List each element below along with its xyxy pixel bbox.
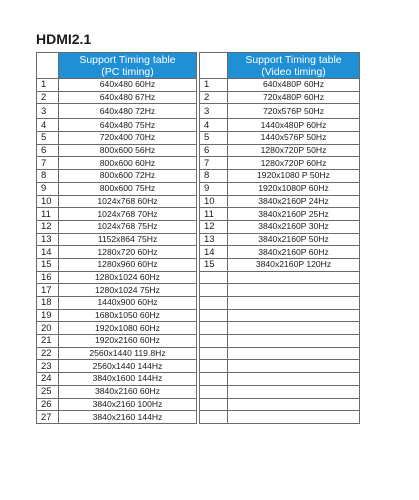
video-row-timing	[228, 398, 360, 411]
video-row-number: 9	[200, 182, 228, 195]
video-table-row	[200, 258, 360, 271]
video-row-timing	[228, 335, 360, 348]
pc-table-row	[37, 79, 197, 92]
video-number-column-header	[200, 53, 228, 79]
pc-row-number: 7	[37, 157, 59, 170]
video-table-row	[200, 104, 360, 119]
pc-row-timing: 2560x1440 119.8Hz	[59, 347, 197, 360]
pc-table-row	[37, 170, 197, 183]
video-table-row	[200, 398, 360, 411]
pc-row-timing: 1024x768 75Hz	[59, 220, 197, 233]
video-table-row	[200, 385, 360, 398]
pc-table-row	[37, 220, 197, 233]
video-table-row	[200, 309, 360, 322]
pc-table-body	[37, 79, 197, 424]
video-table-row	[200, 208, 360, 221]
pc-header-title: Support Timing table	[79, 53, 176, 66]
video-table-row	[200, 119, 360, 132]
video-table-row	[200, 322, 360, 335]
pc-table-row	[37, 119, 197, 132]
video-row-number: 6	[200, 144, 228, 157]
video-row-timing: 720x480P 60Hz	[228, 91, 360, 104]
video-row-number: 2	[200, 91, 228, 104]
video-row-number	[200, 297, 228, 310]
pc-row-timing: 3840x1600 144Hz	[59, 373, 197, 386]
video-row-timing	[228, 297, 360, 310]
video-row-number	[200, 309, 228, 322]
video-row-timing: 640x480P 60Hz	[228, 79, 360, 92]
pc-table-row	[37, 157, 197, 170]
video-row-timing	[228, 411, 360, 424]
pc-table-row	[37, 104, 197, 119]
video-row-number: 11	[200, 208, 228, 221]
pc-row-number: 18	[37, 297, 59, 310]
video-row-number: 15	[200, 258, 228, 271]
pc-row-timing: 1024x768 60Hz	[59, 195, 197, 208]
page-heading: HDMI2.1	[36, 31, 92, 47]
pc-row-number: 22	[37, 347, 59, 360]
video-row-number	[200, 411, 228, 424]
pc-row-number: 24	[37, 373, 59, 386]
video-row-timing: 1280x720P 60Hz	[228, 157, 360, 170]
video-row-number	[200, 347, 228, 360]
video-table-row	[200, 233, 360, 246]
video-table-row	[200, 335, 360, 348]
pc-table-row	[37, 91, 197, 104]
pc-row-number: 10	[37, 195, 59, 208]
pc-row-timing: 720x400 70Hz	[59, 132, 197, 145]
pc-row-number: 9	[37, 182, 59, 195]
video-row-number	[200, 385, 228, 398]
pc-row-timing: 3840x2160 100Hz	[59, 398, 197, 411]
video-row-timing: 1440x576P 50Hz	[228, 132, 360, 145]
pc-row-number: 26	[37, 398, 59, 411]
pc-table-row	[37, 182, 197, 195]
pc-header-subtitle: (PC timing)	[101, 65, 154, 78]
video-timing-table	[199, 52, 360, 424]
pc-timing-table	[36, 52, 197, 424]
pc-table-row	[37, 411, 197, 424]
pc-table-row	[37, 297, 197, 310]
pc-row-timing: 640x480 60Hz	[59, 79, 197, 92]
pc-row-number: 20	[37, 322, 59, 335]
pc-table-row	[37, 132, 197, 145]
video-table-row	[200, 182, 360, 195]
pc-row-timing: 1440x900 60Hz	[59, 297, 197, 310]
pc-row-timing: 2560x1440 144Hz	[59, 360, 197, 373]
video-row-timing: 3840x2160P 25Hz	[228, 208, 360, 221]
pc-row-timing: 800x600 60Hz	[59, 157, 197, 170]
pc-table-row	[37, 347, 197, 360]
video-row-number: 3	[200, 104, 228, 119]
video-table-row	[200, 170, 360, 183]
pc-row-timing: 800x600 75Hz	[59, 182, 197, 195]
pc-table-row	[37, 195, 197, 208]
video-row-timing	[228, 322, 360, 335]
pc-row-timing: 3840x2160 144Hz	[59, 411, 197, 424]
pc-row-timing: 640x480 72Hz	[59, 104, 197, 119]
video-row-number: 10	[200, 195, 228, 208]
video-row-number	[200, 322, 228, 335]
video-table-row	[200, 284, 360, 297]
video-row-timing: 3840x2160P 24Hz	[228, 195, 360, 208]
video-row-number	[200, 335, 228, 348]
video-row-number	[200, 398, 228, 411]
video-row-timing	[228, 360, 360, 373]
pc-row-number: 16	[37, 271, 59, 284]
video-row-number	[200, 360, 228, 373]
pc-row-timing: 1024x768 70Hz	[59, 208, 197, 221]
video-row-timing: 1920x1080 P 50Hz	[228, 170, 360, 183]
video-table-row	[200, 220, 360, 233]
pc-table-row	[37, 322, 197, 335]
pc-row-number: 11	[37, 208, 59, 221]
pc-table-row	[37, 284, 197, 297]
video-row-number: 7	[200, 157, 228, 170]
pc-row-timing: 640x480 75Hz	[59, 119, 197, 132]
pc-table-row	[37, 271, 197, 284]
video-row-number: 12	[200, 220, 228, 233]
pc-table-row	[37, 373, 197, 386]
pc-row-number: 15	[37, 258, 59, 271]
pc-row-number: 13	[37, 233, 59, 246]
video-table-row	[200, 246, 360, 259]
video-table-row	[200, 411, 360, 424]
pc-row-timing: 800x600 56Hz	[59, 144, 197, 157]
pc-row-number: 5	[37, 132, 59, 145]
pc-table-row	[37, 309, 197, 322]
pc-table-row	[37, 398, 197, 411]
video-table-row	[200, 144, 360, 157]
pc-row-number: 12	[37, 220, 59, 233]
pc-row-number: 23	[37, 360, 59, 373]
video-table-row	[200, 157, 360, 170]
video-row-number	[200, 284, 228, 297]
pc-row-number: 3	[37, 104, 59, 119]
video-table-row	[200, 297, 360, 310]
pc-row-timing: 1280x1024 75Hz	[59, 284, 197, 297]
video-table-row	[200, 271, 360, 284]
video-table-row	[200, 195, 360, 208]
pc-table-row	[37, 258, 197, 271]
pc-row-number: 14	[37, 246, 59, 259]
pc-table-row	[37, 144, 197, 157]
video-row-timing: 3840x2160P 60Hz	[228, 246, 360, 259]
video-table-row	[200, 347, 360, 360]
video-table-row	[200, 132, 360, 145]
video-row-timing	[228, 385, 360, 398]
video-row-number	[200, 373, 228, 386]
pc-table-row	[37, 233, 197, 246]
pc-row-number: 21	[37, 335, 59, 348]
video-row-timing	[228, 309, 360, 322]
pc-row-number: 1	[37, 79, 59, 92]
pc-row-timing: 1680x1050 60Hz	[59, 309, 197, 322]
video-row-timing	[228, 347, 360, 360]
pc-table-row	[37, 385, 197, 398]
video-row-number: 8	[200, 170, 228, 183]
video-row-timing: 720x576P 50Hz	[228, 104, 360, 119]
video-header-title: Support Timing table	[245, 53, 342, 66]
pc-row-number: 8	[37, 170, 59, 183]
video-table-row	[200, 373, 360, 386]
video-table-body	[200, 79, 360, 424]
pc-timing-column-header	[59, 53, 197, 79]
video-row-number: 1	[200, 79, 228, 92]
pc-table-row	[37, 335, 197, 348]
video-row-timing: 1920x1080P 60Hz	[228, 182, 360, 195]
video-table-row	[200, 79, 360, 92]
video-timing-column-header	[228, 53, 360, 79]
pc-row-timing: 1280x720 60Hz	[59, 246, 197, 259]
video-row-timing: 3840x2160P 30Hz	[228, 220, 360, 233]
video-table-row	[200, 360, 360, 373]
pc-row-timing: 1152x864 75Hz	[59, 233, 197, 246]
pc-row-timing: 640x480 67Hz	[59, 91, 197, 104]
pc-row-number: 6	[37, 144, 59, 157]
video-row-number: 4	[200, 119, 228, 132]
pc-row-timing: 1280x1024 60Hz	[59, 271, 197, 284]
pc-row-number: 19	[37, 309, 59, 322]
video-row-timing	[228, 373, 360, 386]
pc-row-number: 4	[37, 119, 59, 132]
video-row-timing: 3840x2160P 50Hz	[228, 233, 360, 246]
video-row-timing: 3840x2160P 120Hz	[228, 258, 360, 271]
pc-row-timing: 800x600 72Hz	[59, 170, 197, 183]
video-table-row	[200, 91, 360, 104]
video-row-timing	[228, 284, 360, 297]
pc-table-row	[37, 246, 197, 259]
pc-row-number: 27	[37, 411, 59, 424]
pc-table-row	[37, 360, 197, 373]
pc-row-number: 17	[37, 284, 59, 297]
pc-row-timing: 3840x2160 60Hz	[59, 385, 197, 398]
video-row-timing: 1280x720P 50Hz	[228, 144, 360, 157]
pc-row-number: 2	[37, 91, 59, 104]
video-row-timing: 1440x480P 60Hz	[228, 119, 360, 132]
pc-row-timing: 1920x1080 60Hz	[59, 322, 197, 335]
pc-number-column-header	[37, 53, 59, 79]
pc-row-number: 25	[37, 385, 59, 398]
video-row-number	[200, 271, 228, 284]
video-header-subtitle: (Video timing)	[261, 65, 326, 78]
video-row-number: 14	[200, 246, 228, 259]
pc-table-row	[37, 208, 197, 221]
video-row-number: 13	[200, 233, 228, 246]
video-row-timing	[228, 271, 360, 284]
pc-row-timing: 1920x2160 60Hz	[59, 335, 197, 348]
pc-row-timing: 1280x960 60Hz	[59, 258, 197, 271]
video-row-number: 5	[200, 132, 228, 145]
